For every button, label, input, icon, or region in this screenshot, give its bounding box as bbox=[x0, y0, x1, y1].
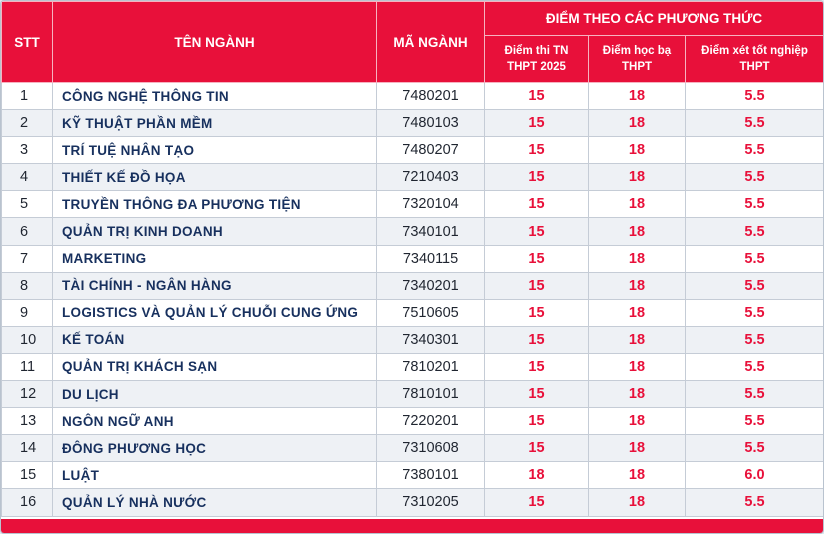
row-score-transcript: 18 bbox=[589, 353, 686, 380]
row-score-graduation: 5.5 bbox=[686, 110, 824, 137]
row-stt: 5 bbox=[2, 191, 53, 218]
row-score-graduation: 5.5 bbox=[686, 299, 824, 326]
row-score-transcript: 18 bbox=[589, 191, 686, 218]
row-major-name: CÔNG NGHỆ THÔNG TIN bbox=[53, 83, 377, 110]
row-score-graduation: 5.5 bbox=[686, 191, 824, 218]
row-score-exam: 15 bbox=[485, 272, 589, 299]
header-method-graduation bbox=[686, 36, 824, 83]
table-row bbox=[2, 218, 824, 245]
row-score-transcript: 18 bbox=[589, 218, 686, 245]
row-score-transcript: 18 bbox=[589, 489, 686, 516]
row-score-graduation: 5.5 bbox=[686, 489, 824, 516]
row-score-graduation: 5.5 bbox=[686, 137, 824, 164]
row-stt: 10 bbox=[2, 326, 53, 353]
table-row bbox=[2, 191, 824, 218]
table-row bbox=[2, 245, 824, 272]
row-major-code: 7340115 bbox=[377, 245, 485, 272]
header-major-name: TÊN NGÀNH bbox=[53, 2, 377, 83]
row-major-code: 7480201 bbox=[377, 83, 485, 110]
row-score-transcript: 18 bbox=[589, 164, 686, 191]
row-major-name: ĐÔNG PHƯƠNG HỌC bbox=[53, 435, 377, 462]
bottom-accent-bar bbox=[1, 519, 823, 533]
table-row bbox=[2, 381, 824, 408]
table-row bbox=[2, 110, 824, 137]
header-methods-group: ĐIỂM THEO CÁC PHƯƠNG THỨC bbox=[485, 2, 824, 36]
row-major-code: 7340101 bbox=[377, 218, 485, 245]
row-score-transcript: 18 bbox=[589, 408, 686, 435]
row-score-transcript: 18 bbox=[589, 381, 686, 408]
row-score-graduation: 5.5 bbox=[686, 326, 824, 353]
header-method-exam-line2: THPT 2025 bbox=[507, 61, 566, 73]
row-score-transcript: 18 bbox=[589, 83, 686, 110]
row-score-exam: 15 bbox=[485, 435, 589, 462]
table-row bbox=[2, 272, 824, 299]
row-score-graduation: 5.5 bbox=[686, 272, 824, 299]
row-score-exam: 15 bbox=[485, 326, 589, 353]
row-score-transcript: 18 bbox=[589, 137, 686, 164]
row-major-code: 7510605 bbox=[377, 299, 485, 326]
row-score-graduation: 5.5 bbox=[686, 164, 824, 191]
table-row bbox=[2, 435, 824, 462]
row-score-transcript: 18 bbox=[589, 245, 686, 272]
row-score-exam: 15 bbox=[485, 408, 589, 435]
admission-score-table bbox=[1, 1, 824, 517]
row-major-code: 7310608 bbox=[377, 435, 485, 462]
row-score-graduation: 5.5 bbox=[686, 218, 824, 245]
row-major-code: 7380101 bbox=[377, 462, 485, 489]
row-stt: 3 bbox=[2, 137, 53, 164]
row-major-code: 7810101 bbox=[377, 381, 485, 408]
table-row bbox=[2, 462, 824, 489]
table-row bbox=[2, 353, 824, 380]
row-score-exam: 15 bbox=[485, 137, 589, 164]
row-major-name: NGÔN NGỮ ANH bbox=[53, 408, 377, 435]
row-major-code: 7310205 bbox=[377, 489, 485, 516]
table-row bbox=[2, 489, 824, 516]
row-stt: 13 bbox=[2, 408, 53, 435]
row-stt: 1 bbox=[2, 83, 53, 110]
row-stt: 6 bbox=[2, 218, 53, 245]
row-stt: 2 bbox=[2, 110, 53, 137]
row-stt: 12 bbox=[2, 381, 53, 408]
row-score-exam: 15 bbox=[485, 218, 589, 245]
row-score-transcript: 18 bbox=[589, 299, 686, 326]
row-stt: 7 bbox=[2, 245, 53, 272]
row-score-exam: 15 bbox=[485, 353, 589, 380]
row-major-name: QUẢN TRỊ KINH DOANH bbox=[53, 218, 377, 245]
row-major-name: THIẾT KẾ ĐỒ HỌA bbox=[53, 164, 377, 191]
row-stt: 8 bbox=[2, 272, 53, 299]
header-method-transcript-line2: THPT bbox=[621, 61, 653, 73]
row-major-code: 7320104 bbox=[377, 191, 485, 218]
row-stt: 14 bbox=[2, 435, 53, 462]
row-score-exam: 15 bbox=[485, 489, 589, 516]
table-body bbox=[2, 83, 824, 517]
table-row bbox=[2, 164, 824, 191]
row-stt: 16 bbox=[2, 489, 53, 516]
table-row bbox=[2, 299, 824, 326]
row-major-name: TÀI CHÍNH - NGÂN HÀNG bbox=[53, 272, 377, 299]
row-major-code: 7210403 bbox=[377, 164, 485, 191]
table-row bbox=[2, 326, 824, 353]
row-major-code: 7480207 bbox=[377, 137, 485, 164]
row-score-exam: 15 bbox=[485, 83, 589, 110]
header-major-code: MÃ NGÀNH bbox=[377, 2, 485, 83]
header-method-graduation-line2: THPT bbox=[739, 61, 770, 73]
row-stt: 15 bbox=[2, 462, 53, 489]
row-score-exam: 15 bbox=[485, 299, 589, 326]
row-score-exam: 15 bbox=[485, 110, 589, 137]
row-score-transcript: 18 bbox=[589, 110, 686, 137]
row-score-graduation: 5.5 bbox=[686, 435, 824, 462]
row-major-name: DU LỊCH bbox=[53, 381, 377, 408]
row-score-graduation: 5.5 bbox=[686, 83, 824, 110]
row-score-exam: 15 bbox=[485, 245, 589, 272]
header-method-exam-line1: Điểm thi TN bbox=[504, 45, 569, 57]
row-major-name: TRÍ TUỆ NHÂN TẠO bbox=[53, 137, 377, 164]
row-major-name: KẾ TOÁN bbox=[53, 326, 377, 353]
row-score-transcript: 18 bbox=[589, 326, 686, 353]
row-score-exam: 15 bbox=[485, 164, 589, 191]
table-header bbox=[2, 2, 824, 83]
row-score-graduation: 6.0 bbox=[686, 462, 824, 489]
row-major-name: KỸ THUẬT PHẦN MỀM bbox=[53, 110, 377, 137]
row-major-code: 7810201 bbox=[377, 353, 485, 380]
header-method-transcript bbox=[589, 36, 686, 83]
row-score-exam: 15 bbox=[485, 381, 589, 408]
row-major-code: 7340201 bbox=[377, 272, 485, 299]
row-score-exam: 18 bbox=[485, 462, 589, 489]
table-row bbox=[2, 408, 824, 435]
row-major-name: TRUYỀN THÔNG ĐA PHƯƠNG TIỆN bbox=[53, 191, 377, 218]
row-major-name: MARKETING bbox=[53, 245, 377, 272]
row-major-name: LOGISTICS VÀ QUẢN LÝ CHUỖI CUNG ỨNG bbox=[53, 299, 377, 326]
row-score-transcript: 18 bbox=[589, 435, 686, 462]
row-stt: 4 bbox=[2, 164, 53, 191]
header-stt: STT bbox=[2, 2, 53, 83]
table-row bbox=[2, 137, 824, 164]
row-score-transcript: 18 bbox=[589, 462, 686, 489]
row-major-name: LUẬT bbox=[53, 462, 377, 489]
row-score-exam: 15 bbox=[485, 191, 589, 218]
row-score-graduation: 5.5 bbox=[686, 353, 824, 380]
row-major-name: QUẢN LÝ NHÀ NƯỚC bbox=[53, 489, 377, 516]
header-method-transcript-line1: Điểm học bạ bbox=[602, 45, 672, 57]
row-score-transcript: 18 bbox=[589, 272, 686, 299]
row-major-code: 7220201 bbox=[377, 408, 485, 435]
header-method-graduation-line1: Điểm xét tốt nghiệp bbox=[701, 45, 808, 57]
row-score-graduation: 5.5 bbox=[686, 245, 824, 272]
row-stt: 9 bbox=[2, 299, 53, 326]
table-row bbox=[2, 83, 824, 110]
row-major-code: 7480103 bbox=[377, 110, 485, 137]
row-score-graduation: 5.5 bbox=[686, 381, 824, 408]
row-major-name: QUẢN TRỊ KHÁCH SẠN bbox=[53, 353, 377, 380]
header-method-exam bbox=[485, 36, 589, 83]
row-stt: 11 bbox=[2, 353, 53, 380]
row-score-graduation: 5.5 bbox=[686, 408, 824, 435]
row-major-code: 7340301 bbox=[377, 326, 485, 353]
